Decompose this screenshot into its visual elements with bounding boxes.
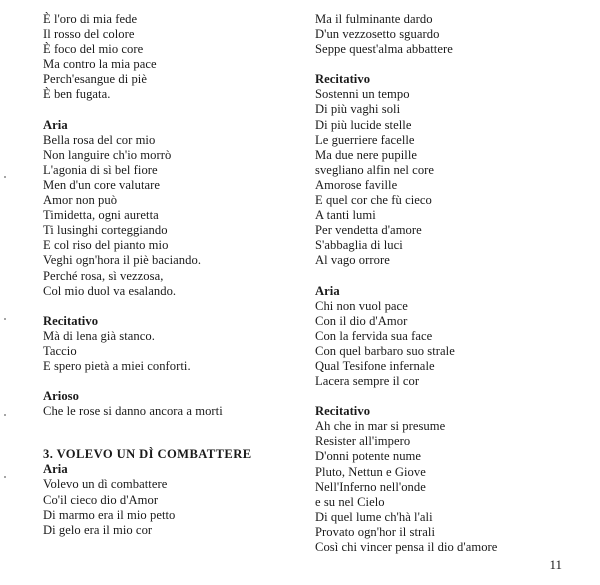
verse-line: e su nel Cielo	[315, 494, 385, 509]
verse-line: A tanti lumi	[315, 208, 376, 223]
right-column	[315, 12, 590, 570]
verse-line: Perché rosa, sì vezzosa,	[43, 268, 164, 283]
section-heading: Recitativo	[43, 313, 99, 328]
verse-line: Di gelo era il mio cor	[43, 522, 153, 537]
verse-line: Con la fervida sua face	[315, 328, 433, 343]
section-heading: Aria	[43, 462, 68, 477]
verse-line: Bella rosa del cor mio	[43, 132, 156, 147]
verse-line: Taccio	[43, 343, 77, 358]
margin-mark	[4, 476, 6, 478]
verse-line: Per vendetta d'amore	[315, 223, 422, 238]
section-heading: Arioso	[43, 389, 79, 404]
verse-line: Provato ogn'hor il strali	[315, 524, 435, 539]
verse-line: È foco del mio core	[43, 42, 144, 57]
verse-line: Ma il fulminante dardo	[315, 12, 433, 26]
verse-line: Con il dio d'Amor	[315, 313, 408, 328]
verse-line: Perch'esangue di piè	[43, 72, 147, 87]
verse-line: Men d'un core valutare	[43, 177, 161, 192]
verse-line: Ah che in mar si presume	[315, 419, 446, 434]
recitativo-section-2	[315, 404, 590, 555]
verse-line: È l'oro di mia fede	[43, 12, 138, 26]
verse-line: Ma due nere pupille	[315, 147, 418, 162]
verse-line: L'agonia di sì bel fiore	[43, 162, 158, 177]
opening-stanza	[315, 12, 590, 57]
verse-line: Nell'Inferno nell'onde	[315, 479, 426, 494]
verse-line: Che le rose si danno ancora a morti	[43, 404, 223, 419]
verse-line: Con quel barbaro suo strale	[315, 343, 455, 358]
verse-line: svegliano alfin nel core	[315, 162, 435, 177]
verse-line: Al vago orrore	[315, 253, 390, 268]
verse-line: Amor non può	[43, 193, 118, 208]
verse-line: S'abbaglia di luci	[315, 238, 403, 253]
verse-line: Il rosso del colore	[43, 27, 135, 42]
margin-mark	[4, 414, 6, 416]
verse-line: Ti lusinghi corteggiando	[43, 223, 168, 238]
verse-line: È ben fugata.	[43, 87, 111, 102]
verse-line: Ma contro la mia pace	[43, 57, 157, 72]
left-column	[43, 12, 303, 553]
verse-line: Veghi ogn'hora il piè baciando.	[43, 253, 202, 268]
verse-line: Seppe quest'alma abbattere	[315, 42, 453, 57]
recitativo-section	[43, 314, 303, 374]
aria-section	[315, 284, 590, 390]
opening-stanza	[43, 12, 303, 103]
verse-line: Di quel lume ch'hà l'ali	[315, 509, 433, 524]
margin-mark	[4, 318, 6, 320]
verse-line: E quel cor che fù cieco	[315, 193, 432, 208]
section-title: 3. VOLEVO UN DÌ COMBATTERE	[43, 447, 252, 462]
recitativo-section	[315, 72, 590, 268]
verse-line: Di più vaghi soli	[315, 102, 401, 117]
arioso-section	[43, 389, 303, 419]
verse-line: Qual Tesifone infernale	[315, 358, 435, 373]
verse-line: Co'il cieco dio d'Amor	[43, 492, 159, 507]
verse-line: Chi non vuol pace	[315, 298, 408, 313]
section-heading: Aria	[43, 117, 68, 132]
verse-line: Amorose faville	[315, 177, 398, 192]
verse-line: Così chi vincer pensa il dio d'amore	[315, 540, 498, 554]
verse-line: Resister all'impero	[315, 434, 411, 449]
verse-line: D'un vezzosetto sguardo	[315, 27, 440, 42]
section-heading: Aria	[315, 283, 340, 298]
verse-line: Le guerriere facelle	[315, 132, 415, 147]
verse-line: D'onni potente nume	[315, 449, 422, 464]
margin-mark	[4, 176, 6, 178]
verse-line: Non languire ch'io morrò	[43, 147, 172, 162]
aria-section	[43, 118, 303, 299]
verse-line: Timidetta, ogni auretta	[43, 208, 159, 223]
verse-line: Col mio duol va esalando.	[43, 283, 177, 298]
verse-line: Lacera sempre il cor	[315, 374, 420, 389]
verse-line: E col riso del pianto mio	[43, 238, 169, 253]
verse-line: E spero pietà a miei conforti.	[43, 358, 191, 373]
verse-line: Sostenni un tempo	[315, 87, 410, 102]
verse-line: Di marmo era il mio petto	[43, 507, 176, 522]
section-3	[43, 447, 303, 538]
verse-line: Di più lucide stelle	[315, 117, 412, 132]
section-heading: Recitativo	[315, 404, 371, 419]
verse-line: Pluto, Nettun e Giove	[315, 464, 426, 479]
page-number: 11	[549, 557, 562, 572]
verse-line: Volevo un dì combattere	[43, 477, 168, 492]
verse-line: Mà di lena già stanco.	[43, 328, 155, 343]
section-heading: Recitativo	[315, 72, 371, 87]
